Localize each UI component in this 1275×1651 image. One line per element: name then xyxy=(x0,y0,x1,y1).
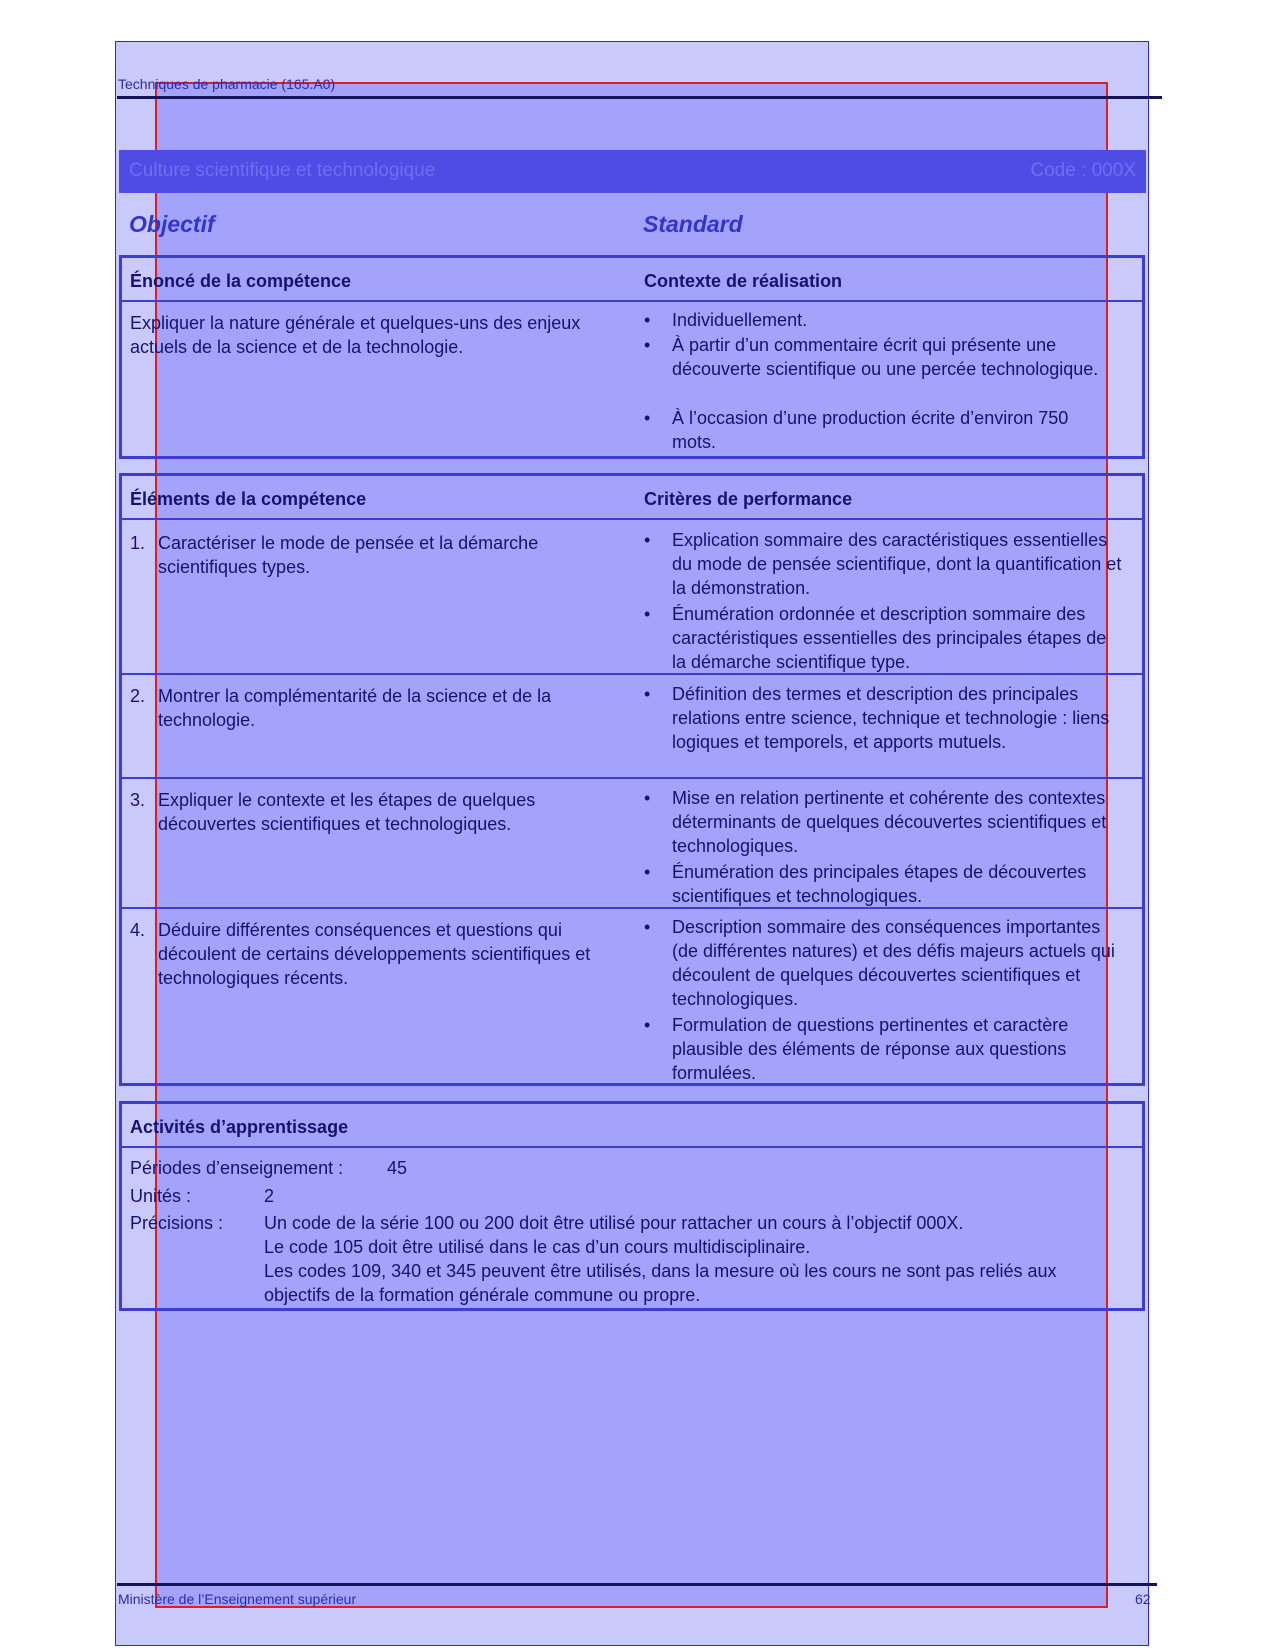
running-head: Techniques de pharmacie (165.A0) xyxy=(118,76,336,92)
course-title: Culture scientifique et technologique xyxy=(129,160,436,181)
bullet-icon: • xyxy=(644,604,651,624)
criterion-item: • Énumération ordonnée et description sommaire des caractéristiques essentielles des principales étapes de la démarche scientifique type. xyxy=(644,604,1107,672)
criterion-item: • Mise en relation pertinente et cohérente des contextes déterminants de quelques découvertes scientifiques et technologiques. xyxy=(644,788,1107,856)
element-item: 4. Déduire différentes conséquences et questions qui découlent de certains développements scientifiques et technologiques récents. xyxy=(130,920,591,988)
row-divider xyxy=(122,777,1142,779)
context-item: • À partir d’un commentaire écrit qui présente une découverte scientifique ou une percée technologique. xyxy=(644,335,1099,379)
course-title-band xyxy=(119,150,1146,193)
context-item: • Individuellement. xyxy=(644,310,808,330)
standard-heading: Standard xyxy=(643,211,743,237)
criterion-item: • Énumération des principales étapes de découvertes scientifiques et technologiques. xyxy=(644,862,1087,906)
periods-value: 45 xyxy=(387,1158,408,1178)
bullet-icon: • xyxy=(644,788,651,808)
bullet-icon: • xyxy=(644,310,651,330)
bullet-icon: • xyxy=(644,408,651,428)
precision-line: Le code 105 doit être utilisé dans le cas d’un cours multidisciplinaire. xyxy=(264,1237,811,1257)
statement-header: Énoncé de la compétence xyxy=(130,271,352,291)
elements-table xyxy=(119,473,1145,1086)
footer-rule xyxy=(117,1583,1157,1586)
element-item: 3. Expliquer le contexte et les étapes de quelques découvertes scientifiques et technologiques. xyxy=(130,790,536,834)
competence-table-header xyxy=(122,258,1142,302)
units-label: Unités : xyxy=(130,1186,192,1206)
bullet-icon: • xyxy=(644,862,651,882)
course-code: Code : 000X xyxy=(1030,160,1136,181)
objective-heading: Objectif xyxy=(129,211,215,237)
competence-table xyxy=(119,255,1145,459)
precision-line: Les codes 109, 340 et 345 peuvent être utilisés, dans la mesure où les cours ne sont pas reliés aux objectifs de la formation générale commune ou propre. xyxy=(264,1261,1057,1305)
precisions-label: Précisions : xyxy=(130,1213,224,1233)
bullet-icon: • xyxy=(644,917,651,937)
page-number: 62 xyxy=(1135,1591,1151,1607)
bullet-icon: • xyxy=(644,1015,651,1035)
element-item: 1. Caractériser le mode de pensée et la démarche scientifiques types. xyxy=(130,533,539,577)
context-header: Contexte de réalisation xyxy=(644,271,843,291)
header-rule xyxy=(117,96,1162,99)
activities-table xyxy=(119,1101,1145,1311)
elements-table-header xyxy=(122,476,1142,520)
units-value: 2 xyxy=(264,1186,275,1206)
elements-header: Éléments de la compétence xyxy=(130,489,367,509)
bullet-icon: • xyxy=(644,530,651,550)
row-divider xyxy=(122,907,1142,909)
activities-table-header xyxy=(122,1104,1142,1148)
competence-statement: Expliquer la nature générale et quelques-uns des enjeux actuels de la science et de la technologie. xyxy=(130,313,581,357)
criterion-item: • Formulation de questions pertinentes et caractère plausible des éléments de réponse aux questions formulées. xyxy=(644,1015,1069,1083)
criterion-item: • Définition des termes et description des principales relations entre science, technique et technologie : liens logiques et temporels, et apports mutuels. xyxy=(644,684,1110,752)
activities-header: Activités d’apprentissage xyxy=(130,1117,349,1137)
periods-label: Périodes d’enseignement : xyxy=(130,1158,344,1178)
precision-line: Un code de la série 100 ou 200 doit être utilisé pour rattacher un cours à l’objectif 000X. xyxy=(264,1213,964,1233)
footer-ministry: Ministère de l’Enseignement supérieur xyxy=(118,1591,357,1607)
row-divider xyxy=(122,673,1142,675)
criterion-item: • Explication sommaire des caractéristiques essentielles du mode de pensée scientifique, dont la quantification et la démonstration. xyxy=(644,530,1122,598)
bullet-icon: • xyxy=(644,684,651,704)
criteria-header: Critères de performance xyxy=(644,489,853,509)
context-item: • À l’occasion d’une production écrite d’environ 750 mots. xyxy=(644,408,1069,452)
bullet-icon: • xyxy=(644,335,651,355)
criterion-item: • Description sommaire des conséquences importantes (de différentes natures) et des défis majeurs actuels qui découlent de quelques découvertes scientifiques et technologiques. xyxy=(644,917,1115,1009)
element-item: 2. Montrer la complémentarité de la science et de la technologie. xyxy=(130,686,552,730)
